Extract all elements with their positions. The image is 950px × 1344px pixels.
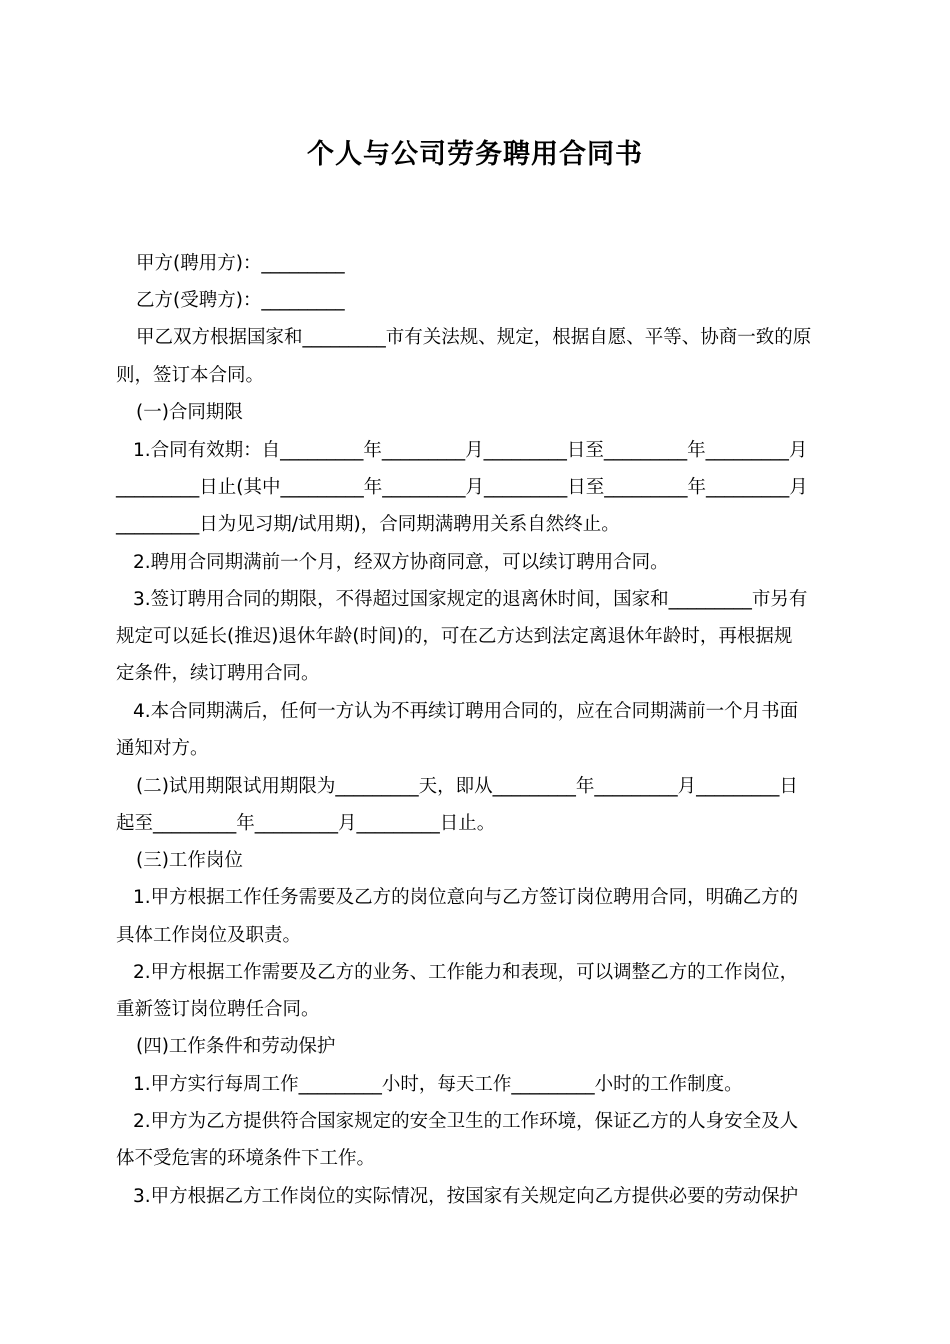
preamble-line-2: 则，签订本合同。 — [116, 365, 265, 386]
clause-text: 定条件，续订聘用合同。 — [116, 663, 320, 684]
clause-text: _________日止(其中_________年_________月_________日至_________年_________月 — [116, 477, 808, 498]
clause-text: 1.甲方实行每周工作_________小时，每天工作_________小时的工作制度。 — [133, 1074, 743, 1095]
clause-text: 体不受危害的环境条件下工作。 — [116, 1148, 376, 1169]
clause-text: _________日为见习期/试用期)，合同期满聘用关系自然终止。 — [116, 514, 620, 535]
clause-text: 2.甲方根据工作需要及乙方的业务、工作能力和表现，可以调整乙方的工作岗位， — [133, 962, 799, 983]
clause-text: 具体工作岗位及职责。 — [116, 925, 302, 946]
section-heading-probation: (二)试用期限试用期限为_________天，即从_________年_________月_________日 — [136, 776, 798, 797]
party-a-line: 甲方(聘用方)：_________ — [136, 253, 345, 274]
preamble-line-1: 甲乙双方根据国家和_________市有关法规、规定，根据自愿、平等、协商一致的原 — [136, 327, 812, 348]
clause-text: 4.本合同期满后，任何一方认为不再续订聘用合同的，应在合同期满前一个月书面 — [133, 701, 799, 722]
clause-text: 2.甲方为乙方提供符合国家规定的安全卫生的工作环境，保证乙方的人身安全及人 — [133, 1111, 799, 1132]
clause-text: 3.甲方根据乙方工作岗位的实际情况，按国家有关规定向乙方提供必要的劳动保护 — [133, 1186, 799, 1207]
section-heading-term: (一)合同期限 — [136, 402, 243, 423]
section-heading-position: (三)工作岗位 — [136, 850, 243, 871]
clause-text: 规定可以延长(推迟)退休年龄(时间)的，可在乙方达到法定离退休年龄时，再根据规 — [116, 626, 793, 647]
section-heading-conditions: (四)工作条件和劳动保护 — [136, 1036, 336, 1057]
party-b-line: 乙方(受聘方)：_________ — [136, 290, 345, 311]
clause-text: 通知对方。 — [116, 738, 209, 759]
document-title: 个人与公司劳务聘用合同书 — [307, 139, 643, 170]
clause-text: 1.甲方根据工作任务需要及乙方的岗位意向与乙方签订岗位聘用合同，明确乙方的 — [133, 887, 799, 908]
clause-text: 起至_________年_________月_________日止。 — [116, 813, 496, 834]
clause-text: 3.签订聘用合同的期限，不得超过国家规定的退离休时间，国家和_________市另有 — [133, 589, 808, 610]
clause-text: 重新签订岗位聘任合同。 — [116, 999, 320, 1020]
clause-text: 1.合同有效期：自_________年_________月_________日至_________年_________月 — [133, 440, 808, 461]
clause-text: 2.聘用合同期满前一个月，经双方协商同意，可以续订聘用合同。 — [133, 552, 669, 573]
